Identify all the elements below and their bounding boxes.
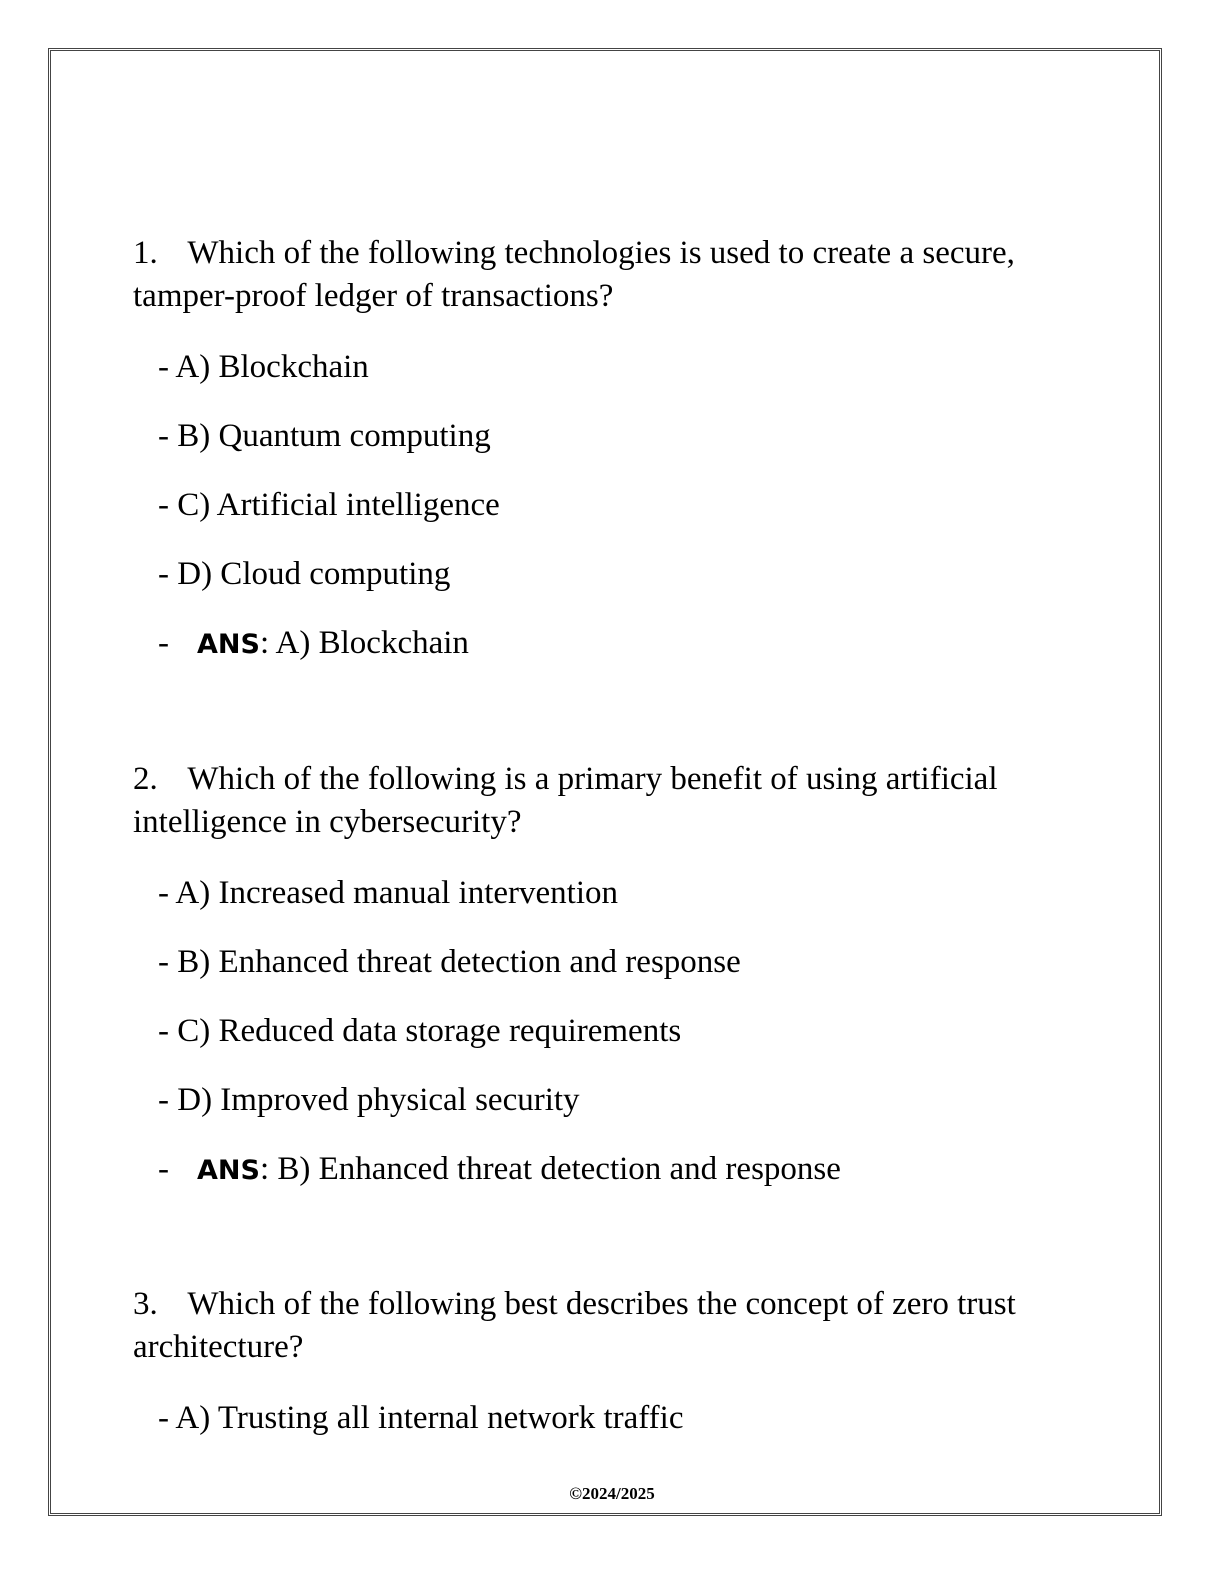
option-a: - A) Blockchain bbox=[158, 349, 369, 385]
option-a: - A) Trusting all internal network traffic bbox=[158, 1400, 684, 1436]
question-3 bbox=[133, 1283, 1113, 1438]
answer-dash: - bbox=[158, 625, 169, 661]
question-1-answer bbox=[133, 623, 1113, 665]
question-2-text bbox=[133, 758, 1113, 844]
question-3-number: 3. bbox=[133, 1286, 158, 1322]
answer-value: : B) Enhanced threat detection and response bbox=[259, 1151, 841, 1187]
question-2-body: Which of the following is a primary benefit of using artificial intelligence in cybersecurity? bbox=[133, 761, 998, 840]
answer-label: ANS bbox=[197, 629, 260, 660]
answer-value: : A) Blockchain bbox=[259, 625, 469, 661]
answer-label: ANS bbox=[197, 1155, 260, 1186]
question-3-text bbox=[133, 1283, 1113, 1369]
question-2-number: 2. bbox=[133, 761, 158, 797]
question-1 bbox=[133, 232, 1113, 665]
question-1-text bbox=[133, 232, 1113, 318]
option-c: - C) Artificial intelligence bbox=[158, 487, 500, 523]
question-3-options bbox=[133, 1398, 1113, 1438]
question-1-body: Which of the following technologies is used to create a secure, tamper-proof ledger of transactions? bbox=[133, 235, 1015, 314]
question-1-number: 1. bbox=[133, 235, 158, 271]
copyright-footer: ©2024/2025 bbox=[569, 1484, 655, 1503]
question-2-answer bbox=[133, 1149, 1113, 1191]
question-2 bbox=[133, 758, 1113, 1191]
question-3-body: Which of the following best describes the concept of zero trust architecture? bbox=[133, 1286, 1016, 1365]
option-b: - B) Quantum computing bbox=[158, 418, 491, 454]
option-a: - A) Increased manual intervention bbox=[158, 875, 618, 911]
option-b: - B) Enhanced threat detection and response bbox=[158, 944, 741, 980]
answer-dash: - bbox=[158, 1151, 169, 1187]
question-1-options bbox=[133, 347, 1113, 594]
option-d: - D) Improved physical security bbox=[158, 1082, 580, 1118]
option-d: - D) Cloud computing bbox=[158, 556, 451, 592]
question-2-options bbox=[133, 873, 1113, 1120]
option-c: - C) Reduced data storage requirements bbox=[158, 1013, 682, 1049]
